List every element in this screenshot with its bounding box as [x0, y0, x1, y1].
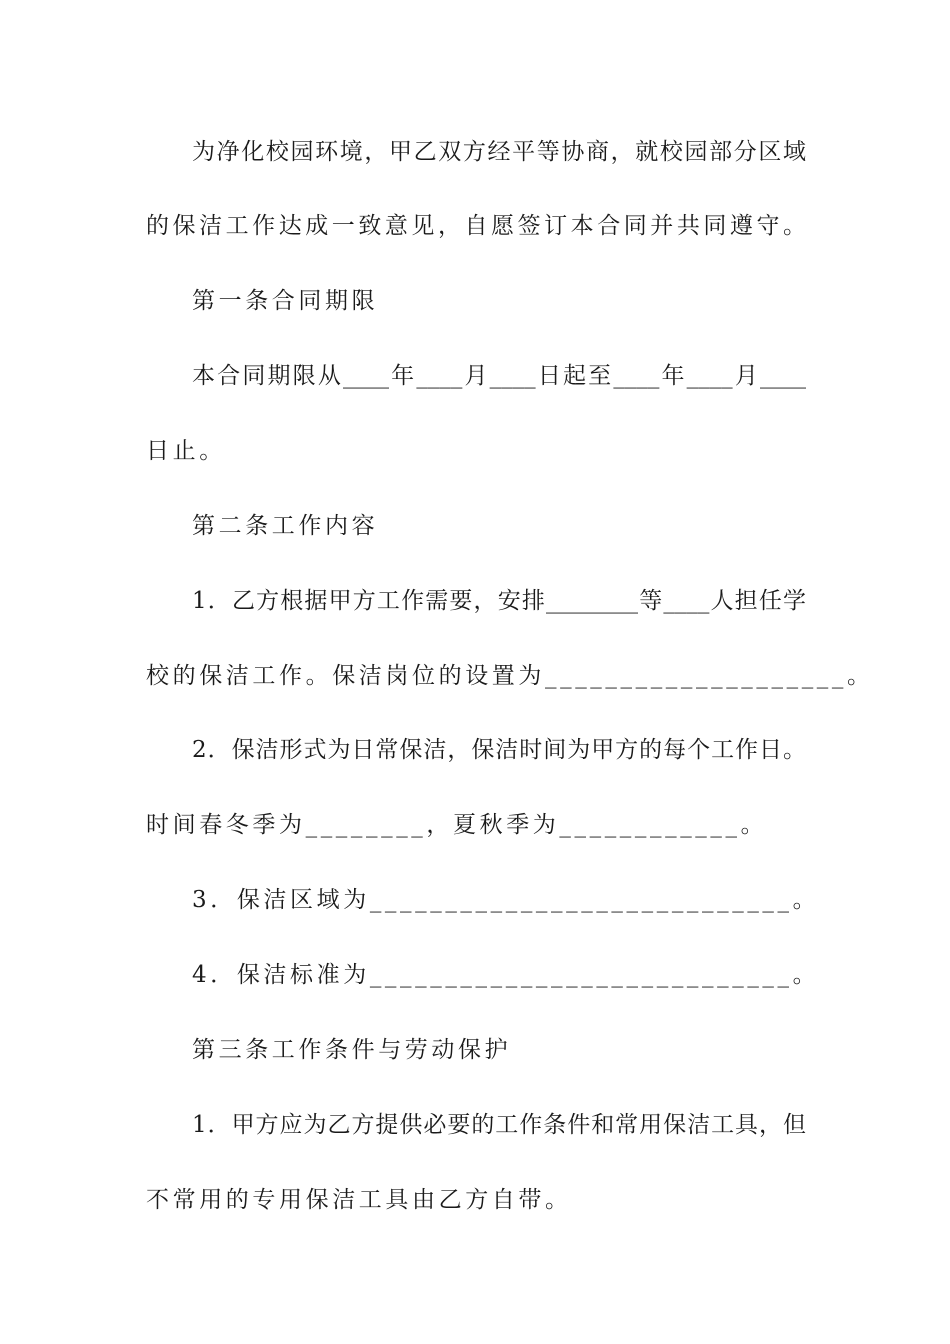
article-2-item-2-line-2: 时间春冬季为________，夏秋季为____________。	[146, 812, 768, 838]
article-2-item-2-line-1: 2．保洁形式为日常保洁，保洁时间为甲方的每个工作日。	[192, 737, 806, 763]
article-2-item-4: 4．保洁标准为____________________________。	[192, 962, 820, 988]
article-1-term-line-1: 本合同期限从____年____月____日起至____年____月____	[192, 363, 806, 389]
intro-paragraph-line-2: 的保洁工作达成一致意见，自愿签订本合同并共同遵守。	[146, 213, 806, 239]
article-2-heading: 第二条工作内容	[192, 513, 379, 539]
article-1-term-line-2: 日止。	[146, 438, 226, 464]
article-1-heading: 第一条合同期限	[192, 288, 379, 314]
article-2-item-1-line-2: 校的保洁工作。保洁岗位的设置为____________________。	[146, 663, 874, 689]
article-3-item-1-line-2: 不常用的专用保洁工具由乙方自带。	[146, 1187, 572, 1213]
article-2-item-1-line-1: 1．乙方根据甲方工作需要，安排________等____人担任学	[192, 588, 806, 614]
article-2-item-3: 3．保洁区域为____________________________。	[192, 887, 820, 913]
article-3-item-1-line-1: 1．甲方应为乙方提供必要的工作条件和常用保洁工具，但	[192, 1112, 806, 1138]
intro-paragraph-line-1: 为净化校园环境，甲乙双方经平等协商，就校园部分区域	[192, 139, 806, 165]
article-3-heading: 第三条工作条件与劳动保护	[192, 1037, 512, 1063]
